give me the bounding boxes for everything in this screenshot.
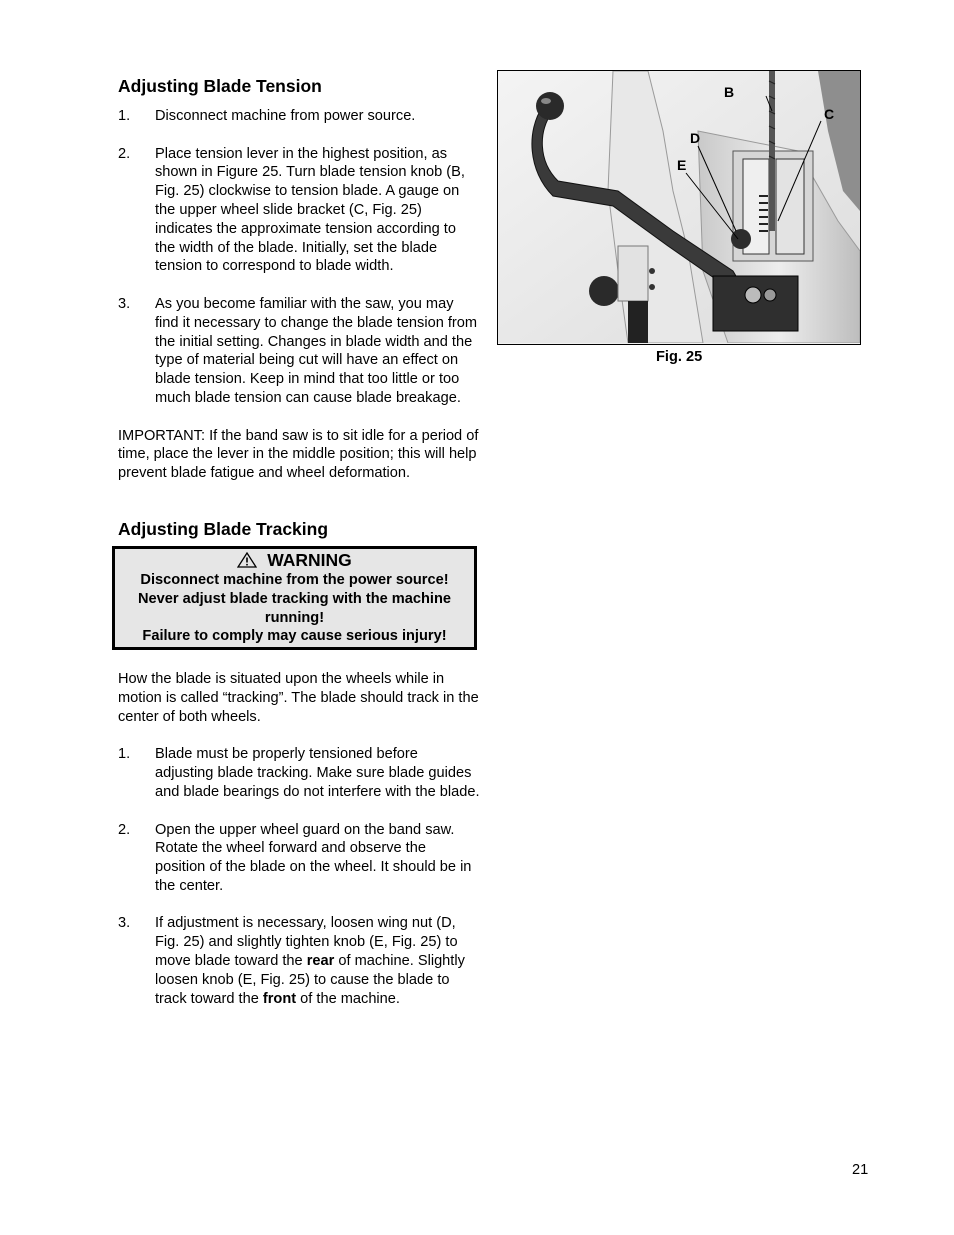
figure-caption: Fig. 25: [656, 349, 703, 365]
list-item: [118, 914, 480, 1008]
step-text: Disconnect machine from power source.: [155, 108, 416, 124]
warning-box: [112, 546, 477, 650]
list-item: [118, 107, 480, 126]
list-item: [118, 295, 480, 408]
step-text: Open the upper wheel guard on the band saw. Rotate the wheel forward and observe the position of the blade on the wheel. It should be in the center.: [155, 821, 472, 894]
figure-label-d: D: [690, 130, 701, 146]
list-item: [118, 821, 480, 896]
tracking-steps: [118, 745, 480, 1008]
figure-label-b: B: [724, 84, 735, 100]
warning-header: [117, 549, 472, 571]
figure-label-e: E: [677, 157, 687, 173]
important-note: IMPORTANT: If the band saw is to sit idle for a period of time, place the lever in the middle position; this will help prevent blade fatigue and wheel deformation.: [118, 427, 479, 482]
warning-title: WARNING: [267, 549, 352, 570]
list-item: [118, 745, 480, 801]
step-number: 1.: [118, 108, 131, 124]
step-number: 2.: [118, 145, 131, 162]
emphasis-front: front: [262, 990, 297, 1007]
figure-label-c: C: [824, 106, 835, 122]
heading-blade-tracking: Adjusting Blade Tracking: [118, 518, 329, 539]
step-text: Place tension lever in the highest position, as shown in Figure 25. Turn blade tension knob (B, Fig. 25) clockwise to tension blade. A gauge on the upper wheel slide bracket (C, Fig. 25) indicates the approximate tension according to the width of the blade. Initially, set the blade tension to correspond to blade width.: [155, 145, 465, 275]
step-text: If adjustment is necessary, loosen wing nut (D, Fig. 25) and slightly tighten knob (E, Fig. 25) to move blade toward the rear of machine. Slightly loosen knob (E, Fig. 25) to cause the blade to track toward the front of the machine.: [155, 915, 465, 1007]
figure-25-photo: [497, 70, 861, 345]
step-text: Blade must be properly tensioned before adjusting blade tracking. Make sure blade guides and blade bearings do not interfere with the blade.: [155, 746, 480, 800]
step-number: 3.: [118, 915, 131, 932]
warning-line: Failure to comply may cause serious injury!: [142, 628, 447, 645]
warning-line: Never adjust blade tracking with the machine running!: [137, 590, 452, 626]
tracking-intro: How the blade is situated upon the wheels while in motion is called “tracking”. The blade should track in the center of both wheels.: [118, 671, 479, 725]
page-number: 21: [852, 1162, 869, 1178]
step-text: As you become familiar with the saw, you may find it necessary to change the blade tension from the initial setting. Changes in blade width and the type of material being cut will have an effect on blade tension. Keep in mind that too little or too much blade tension can cause blade breakage.: [155, 295, 478, 406]
step-number: 3.: [118, 295, 131, 312]
heading-blade-tension: Adjusting Blade Tension: [118, 76, 322, 96]
step-number: 1.: [118, 746, 131, 763]
warning-triangle-icon: [237, 552, 257, 568]
warning-line: Disconnect machine from the power source!: [140, 571, 449, 588]
left-column: [118, 74, 480, 1008]
list-item: [118, 145, 480, 277]
bandsaw-tension-illustration: [498, 71, 860, 343]
emphasis-rear: rear: [306, 953, 335, 970]
step-number: 2.: [118, 821, 131, 838]
tension-steps: [118, 107, 480, 408]
